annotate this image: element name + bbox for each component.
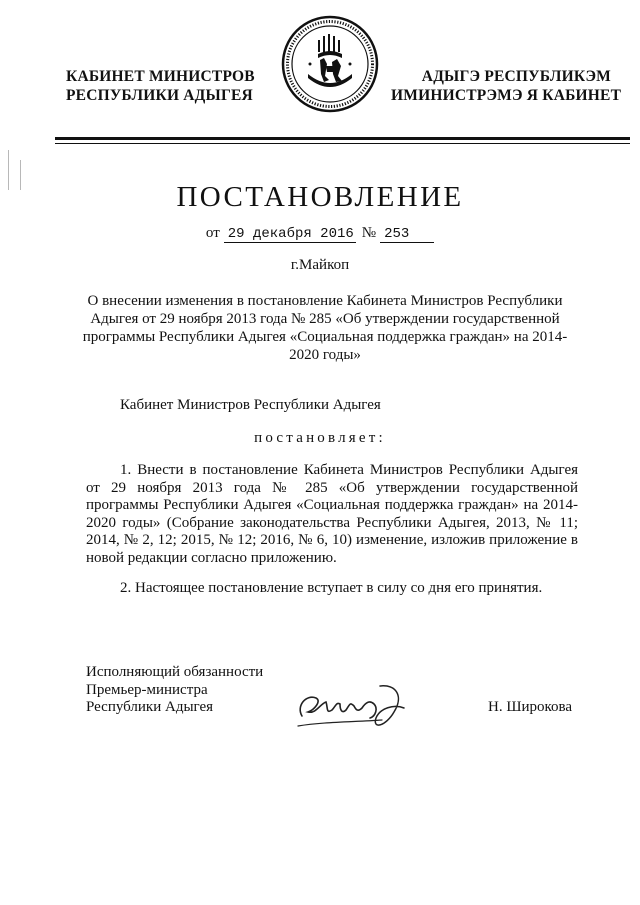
signatory-line2: Премьер-министра xyxy=(86,681,208,698)
decree-subject: О внесении изменения в постановление Кабинета Министров Республики Адыгея от 29 ноября 2013 года № 285 «Об утверждении государственной программы Республики Адыгея «Социальная поддержка граждан» на 2014-2020 годы» xyxy=(82,293,568,363)
signer-name: Н. Широкова xyxy=(488,699,573,715)
republic-emblem xyxy=(280,14,380,114)
header-left xyxy=(66,67,255,105)
signatory-line1: Исполняющий обязанности xyxy=(86,664,264,680)
signatory-line3: Республики Адыгея xyxy=(86,699,214,715)
paragraph-1: 1. Внести в постановление Кабинета Министров Республики Адыгея от 29 ноября 2013 года № 285 «Об утверждении государственной программы Республики Адыгея «Социальная поддержка граждан» на 2014-2020 годы» (Собрание законодательства Республики Адыгея, 2013, № 11; 2014, № 2, 12; 2015, № 12; 2016, № 6, 10) изменение, изложив приложение в новой редакции согласно приложению. xyxy=(86,462,578,566)
header-right-line1: АДЫГЭ РЕСПУБЛИКЭМ xyxy=(421,68,611,85)
header-rule-thick xyxy=(55,137,630,140)
paragraph-2: 2. Настоящее постановление вступает в силу со дня его принятия. xyxy=(120,580,543,596)
city: г.Майкоп xyxy=(290,257,350,273)
from-label: от xyxy=(205,225,220,241)
signatory-title xyxy=(86,664,263,717)
document-title: ПОСТАНОВЛЕНИЕ xyxy=(176,181,464,213)
header-right xyxy=(391,67,622,105)
header-left-line2: РЕСПУБЛИКИ АДЫГЕЯ xyxy=(66,87,253,104)
decrees-word: постановляет: xyxy=(254,430,386,446)
header-right-line2: ИМИНИСТРЭМЭ Я КАБИНЕТ xyxy=(391,87,622,104)
handwritten-signature xyxy=(292,682,422,734)
number-label: № xyxy=(361,225,377,241)
date-line xyxy=(0,225,640,243)
cabinet-line: Кабинет Министров Республики Адыгея xyxy=(120,397,381,413)
header-rule-thin xyxy=(55,143,630,144)
header-left-line1: КАБИНЕТ МИНИСТРОВ xyxy=(66,68,255,85)
decree-number: 253 xyxy=(380,226,434,243)
decree-date: 29 декабря 2016 xyxy=(224,226,356,243)
